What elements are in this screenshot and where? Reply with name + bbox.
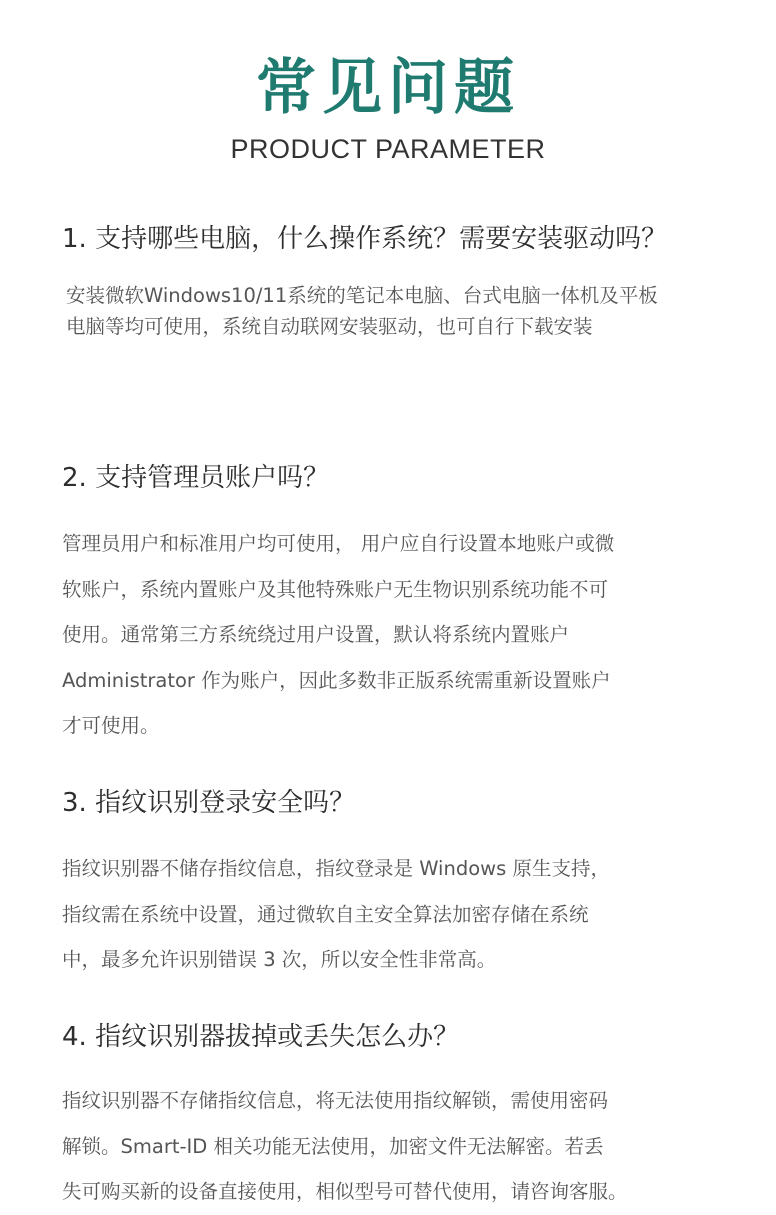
faq-answer	[62, 1078, 722, 1215]
faq-answer-line: 中，最多允许识别错误 3 次，所以安全性非常高。	[62, 948, 497, 971]
faq-answer-line: 失可购买新的设备直接使用，相似型号可替代使用，请咨询客服。	[62, 1180, 628, 1203]
faq-answer-line: 指纹识别器不存储指纹信息，将无法使用指纹解锁，需使用密码	[62, 1089, 609, 1112]
faq-item-1	[62, 222, 722, 342]
page-title: 常见问题	[256, 53, 520, 123]
faq-item-3	[62, 786, 722, 983]
faq-answer-line: 电脑等均可使用，系统自动联网安装驱动，也可自行下载安装	[66, 315, 593, 338]
faq-answer-line: 安装微软Windows10/11系统的笔记本电脑、台式电脑一体机及平板	[66, 284, 658, 307]
faq-answer-line: 指纹需在系统中设置，通过微软自主安全算法加密存储在系统	[62, 902, 589, 926]
faq-item-4	[62, 1020, 722, 1215]
faq-item-2	[62, 461, 722, 749]
faq-answer-line: Administrator 作为账户，因此多数非正版系统需重新设置账户	[62, 668, 611, 692]
faq-answer-line: 软账户，系统内置账户及其他特殊账户无生物识别系统功能不可	[62, 577, 609, 601]
faq-question: 4. 指纹识别器拔掉或丢失怎么办？	[62, 1022, 460, 1052]
faq-question: 1. 支持哪些电脑，什么操作系统？需要安装驱动吗？	[62, 224, 668, 254]
faq-answer	[66, 280, 722, 342]
faq-answer	[62, 846, 722, 983]
faq-question: 3. 指纹识别登录安全吗？	[62, 788, 356, 818]
faq-answer	[62, 521, 722, 749]
faq-answer-line: 指纹识别器不储存指纹信息，指纹登录是 Windows 原生支持，	[62, 857, 610, 880]
faq-answer-line: 解锁。Smart-ID 相关功能无法使用，加密文件无法解密。若丢	[62, 1134, 604, 1158]
faq-question: 2. 支持管理员账户吗？	[62, 463, 330, 493]
faq-answer-line: 管理员用户和标准用户均可使用， 用户应自行设置本地账户或微	[62, 532, 615, 555]
faq-answer-line: 才可使用。	[62, 714, 160, 737]
faq-answer-line: 使用。通常第三方系统绕过用户设置，默认将系统内置账户	[62, 623, 570, 646]
page-subtitle: PRODUCT PARAMETER	[230, 134, 546, 164]
